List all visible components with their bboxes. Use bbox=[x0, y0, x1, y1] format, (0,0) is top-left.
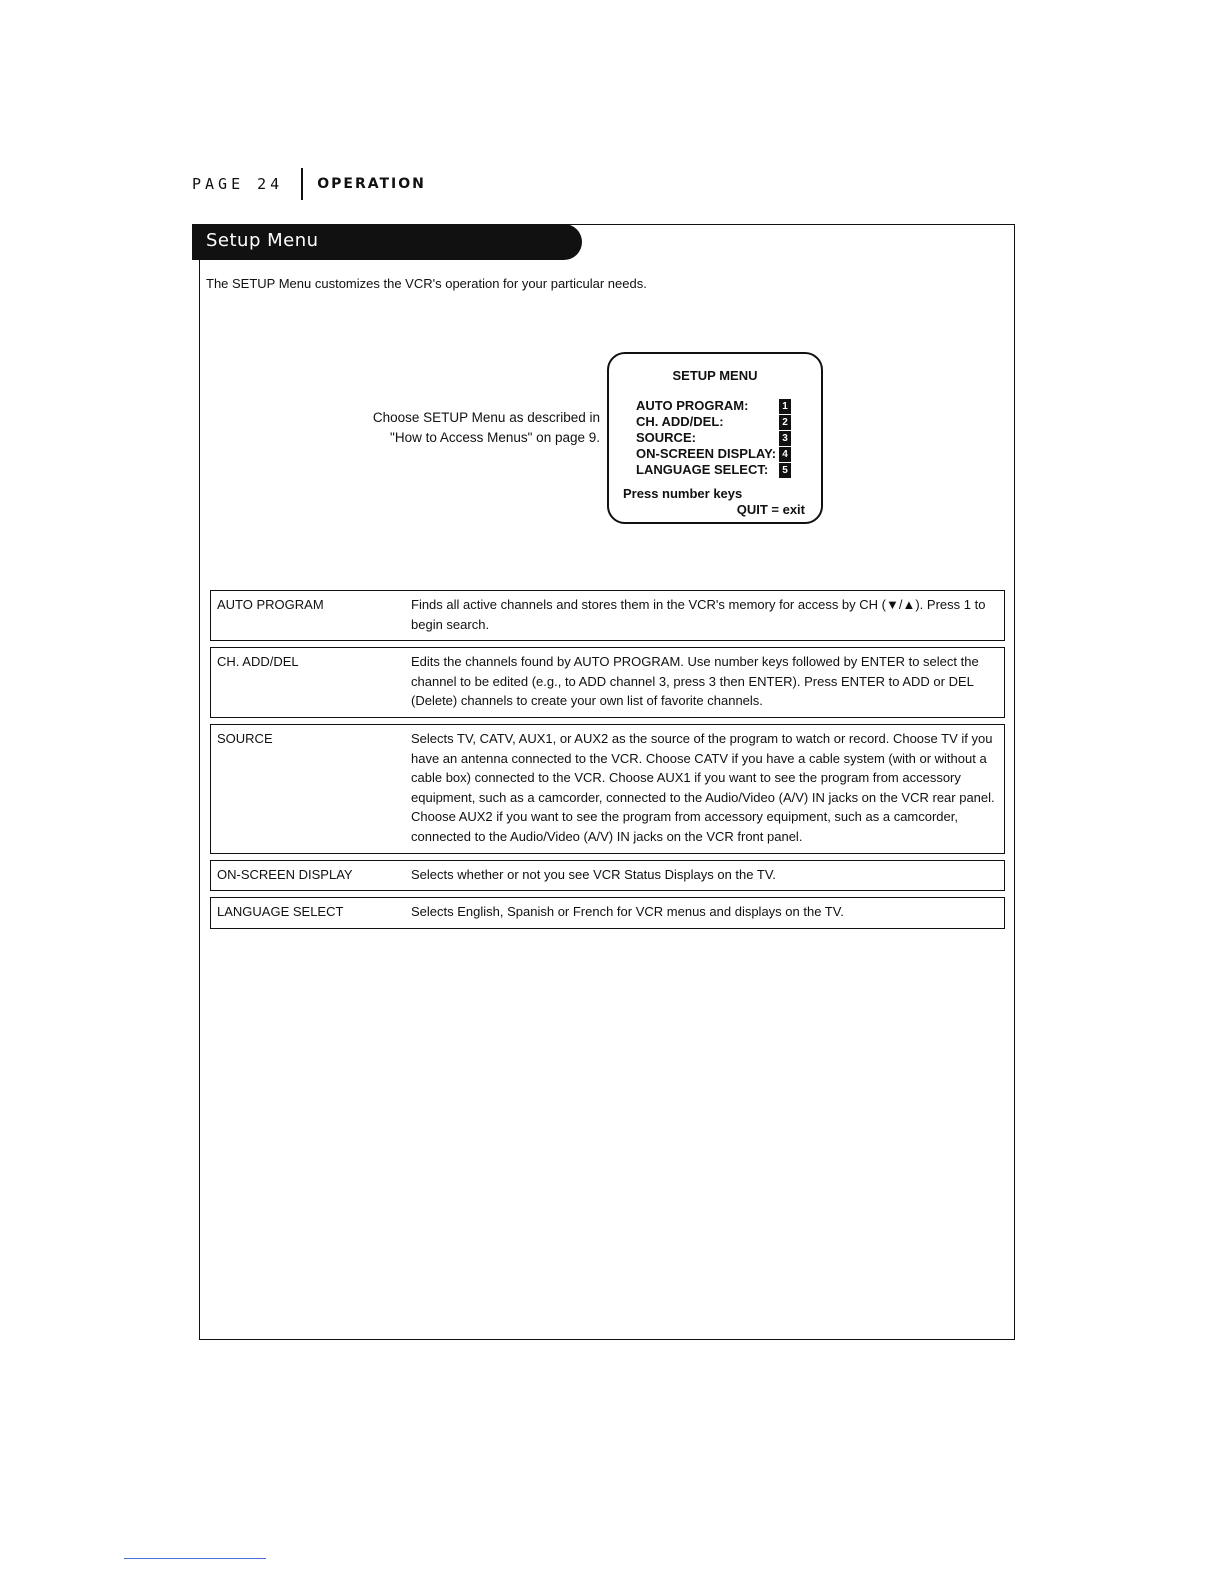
tv-menu-item-label: SOURCE: bbox=[636, 430, 696, 445]
option-description: Selects TV, CATV, AUX1, or AUX2 as the source of the program to watch or record. Choose TV if you have an antenna connected to the VCR. Choose CATV if you have a cable system (with or without a cable box) connected to the VCR. Choose AUX1 if you want to see the program from accessory equipment, such as a camcorder, connected to the Audio/Video (A/V) IN jacks on the VCR rear panel. Choose AUX2 if you want to see the program from accessory equipment, such as a camcorder, connected to the Audio/Video (A/V) IN jacks on the VCR front panel. bbox=[399, 724, 1005, 853]
table-row bbox=[211, 724, 1005, 853]
tv-menu-item-number: 3 bbox=[779, 431, 791, 446]
tv-screen-illustration bbox=[607, 352, 823, 524]
tv-menu-item bbox=[636, 414, 724, 430]
instruction-line-2: "How to Access Menus" on page 9. bbox=[390, 430, 600, 445]
tv-menu-item-label: AUTO PROGRAM: bbox=[636, 398, 749, 413]
option-term: CH. ADD/DEL bbox=[211, 648, 400, 718]
tv-menu-item-number: 1 bbox=[779, 399, 791, 414]
instruction-text bbox=[350, 408, 600, 448]
footer-rule bbox=[124, 1558, 266, 1559]
tv-menu-title: SETUP MENU bbox=[672, 368, 758, 383]
page-header bbox=[192, 168, 426, 200]
option-term: LANGUAGE SELECT bbox=[211, 898, 400, 929]
tv-menu-item bbox=[636, 430, 696, 446]
option-description: Edits the channels found by AUTO PROGRAM. Use number keys followed by ENTER to select the channel to be edited (e.g., to ADD channel 3, press 3 then ENTER). Press ENTER to ADD or DEL (Delete) channels to create your own list of favorite channels. bbox=[399, 648, 1005, 718]
tv-menu-item-number: 2 bbox=[779, 415, 791, 430]
tv-menu-item bbox=[636, 462, 768, 478]
tv-menu-item-label: LANGUAGE SELECT: bbox=[636, 462, 769, 477]
tv-menu-item bbox=[636, 446, 776, 462]
tv-menu-item-number: 4 bbox=[779, 447, 791, 462]
section-title: OPERATION bbox=[317, 176, 426, 192]
instruction-line-1: Choose SETUP Menu as described in bbox=[372, 410, 600, 425]
page-number: PAGE 24 bbox=[192, 175, 284, 193]
table-row bbox=[211, 648, 1005, 718]
tv-menu-quit: QUIT = exit bbox=[736, 502, 805, 517]
table-row bbox=[211, 591, 1005, 641]
tv-menu-hint: Press number keys bbox=[623, 486, 743, 501]
tv-menu-item-label: ON-SCREEN DISPLAY: bbox=[636, 446, 777, 461]
option-description: Selects English, Spanish or French for VCR menus and displays on the TV. bbox=[399, 898, 1005, 929]
option-description: Finds all active channels and stores them in the VCR's memory for access by CH (▼/▲). Press 1 to begin search. bbox=[399, 591, 1005, 641]
option-term: ON-SCREEN DISPLAY bbox=[211, 860, 400, 891]
tv-menu-item-number: 5 bbox=[779, 463, 791, 478]
page-title: Setup Menu bbox=[206, 230, 319, 251]
title-bar bbox=[192, 224, 582, 260]
table-row bbox=[211, 860, 1005, 891]
tv-menu-item-label: CH. ADD/DEL: bbox=[636, 414, 724, 429]
option-term: AUTO PROGRAM bbox=[211, 591, 400, 641]
table-row bbox=[211, 898, 1005, 929]
option-description: Selects whether or not you see VCR Status Displays on the TV. bbox=[399, 860, 1005, 891]
header-divider bbox=[301, 168, 303, 200]
options-table bbox=[210, 590, 1005, 929]
intro-text: The SETUP Menu customizes the VCR's operation for your particular needs. bbox=[206, 276, 647, 291]
tv-menu-item bbox=[636, 398, 748, 414]
option-term: SOURCE bbox=[211, 724, 400, 853]
